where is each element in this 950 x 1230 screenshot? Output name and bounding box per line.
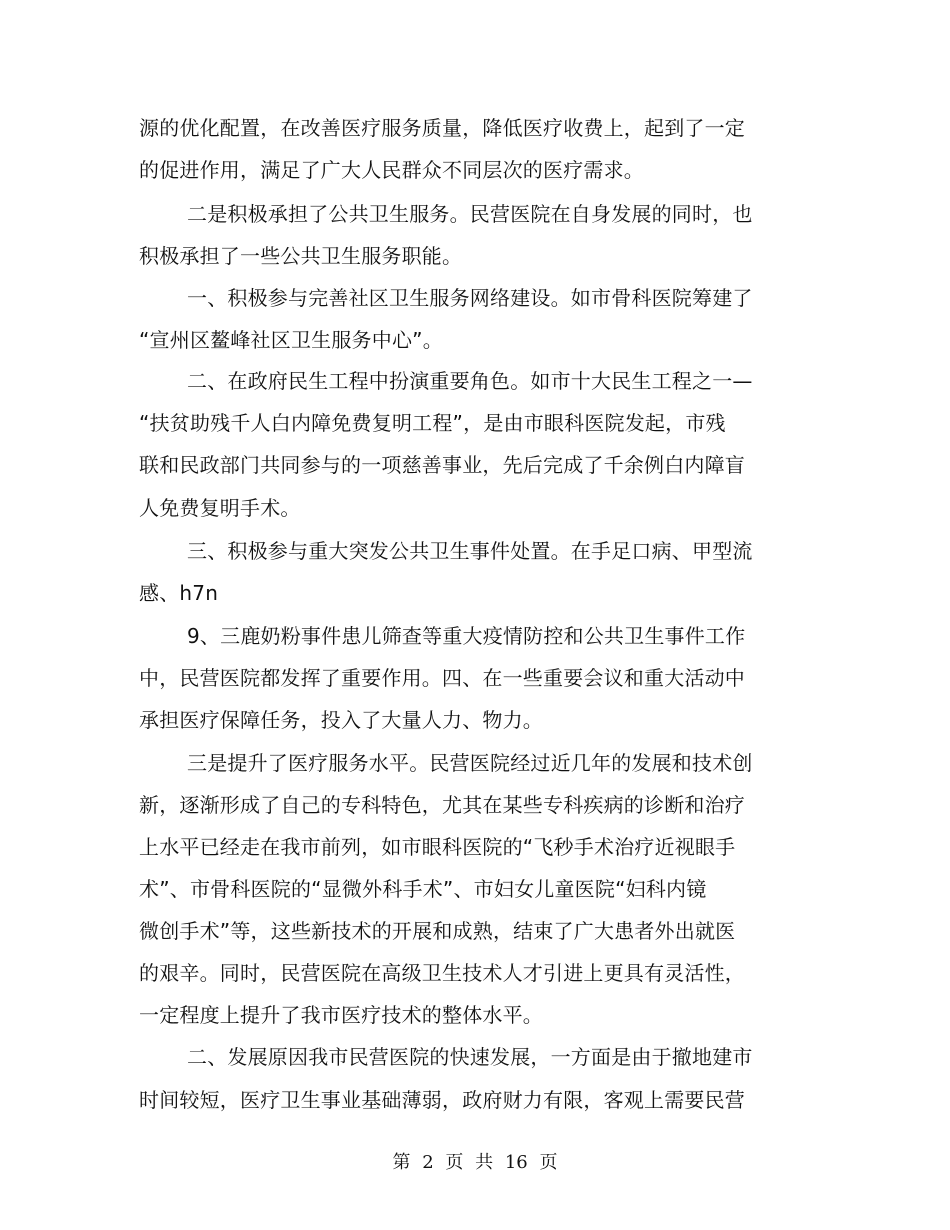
text-line: 二、发展原因我市民营医院的快速发展，一方面是由于撤地建市	[187, 1045, 753, 1069]
text-line: 术”、市骨科医院的“显微外科手术”、市妇女儿童医院“妇科内镜	[139, 877, 707, 901]
text-line: 新，逐渐形成了自己的专科特色，尤其在某些专科疾病的诊断和治疗	[139, 793, 745, 817]
text-line: 积极承担了一些公共卫生服务职能。	[139, 244, 463, 268]
text-line: 二、在政府民生工程中扮演重要角色。如市十大民生工程之一—	[187, 369, 753, 393]
text-line: “宣州区鳌峰社区卫生服务中心”。	[139, 328, 443, 352]
text-line: 联和民政部门共同参与的一项慈善事业，先后完成了千余例白内障盲	[139, 453, 745, 477]
text-line: 中，民营医院都发挥了重要作用。四、在一些重要会议和重大活动中	[139, 666, 745, 690]
text-line: 三、积极参与重大突发公共卫生事件处置。在手足口病、甲型流	[187, 539, 753, 563]
text-line: 感、h7n	[139, 581, 219, 605]
text-line: 的艰辛。同时，民营医院在高级卫生技术人才引进上更具有灵活性，	[139, 961, 745, 985]
text-line: 9、三鹿奶粉事件患儿筛查等重大疫情防控和公共卫生事件工作	[187, 624, 746, 648]
text-line: 二是积极承担了公共卫生服务。民营医院在自身发展的同时，也	[187, 202, 753, 226]
text-line: 三是提升了医疗服务水平。民营医院经过近几年的发展和技术创	[187, 751, 753, 775]
text-line: 上水平已经走在我市前列，如市眼科医院的“飞秒手术治疗近视眼手	[139, 835, 736, 859]
text-line: 一、积极参与完善社区卫生服务网络建设。如市骨科医院筹建了	[187, 286, 753, 310]
text-line: 人免费复明手术。	[139, 496, 301, 520]
text-line: 微创手术”等，这些新技术的开展和成熟，结束了广大患者外出就医	[139, 919, 736, 943]
text-line: 时间较短，医疗卫生事业基础薄弱，政府财力有限，客观上需要民营	[139, 1088, 745, 1112]
text-line: “扶贫助残千人白内障免费复明工程”，是由市眼科医院发起，市残	[139, 411, 726, 435]
page-number-footer: 第 2 页 共 16 页	[392, 1152, 558, 1173]
text-line: 源的优化配置，在改善医疗服务质量，降低医疗收费上，起到了一定	[139, 116, 745, 140]
text-line: 承担医疗保障任务，投入了大量人力、物力。	[139, 708, 543, 732]
text-line: 的促进作用，满足了广大人民群众不同层次的医疗需求。	[139, 158, 644, 182]
text-line: 一定程度上提升了我市医疗技术的整体水平。	[139, 1003, 543, 1027]
